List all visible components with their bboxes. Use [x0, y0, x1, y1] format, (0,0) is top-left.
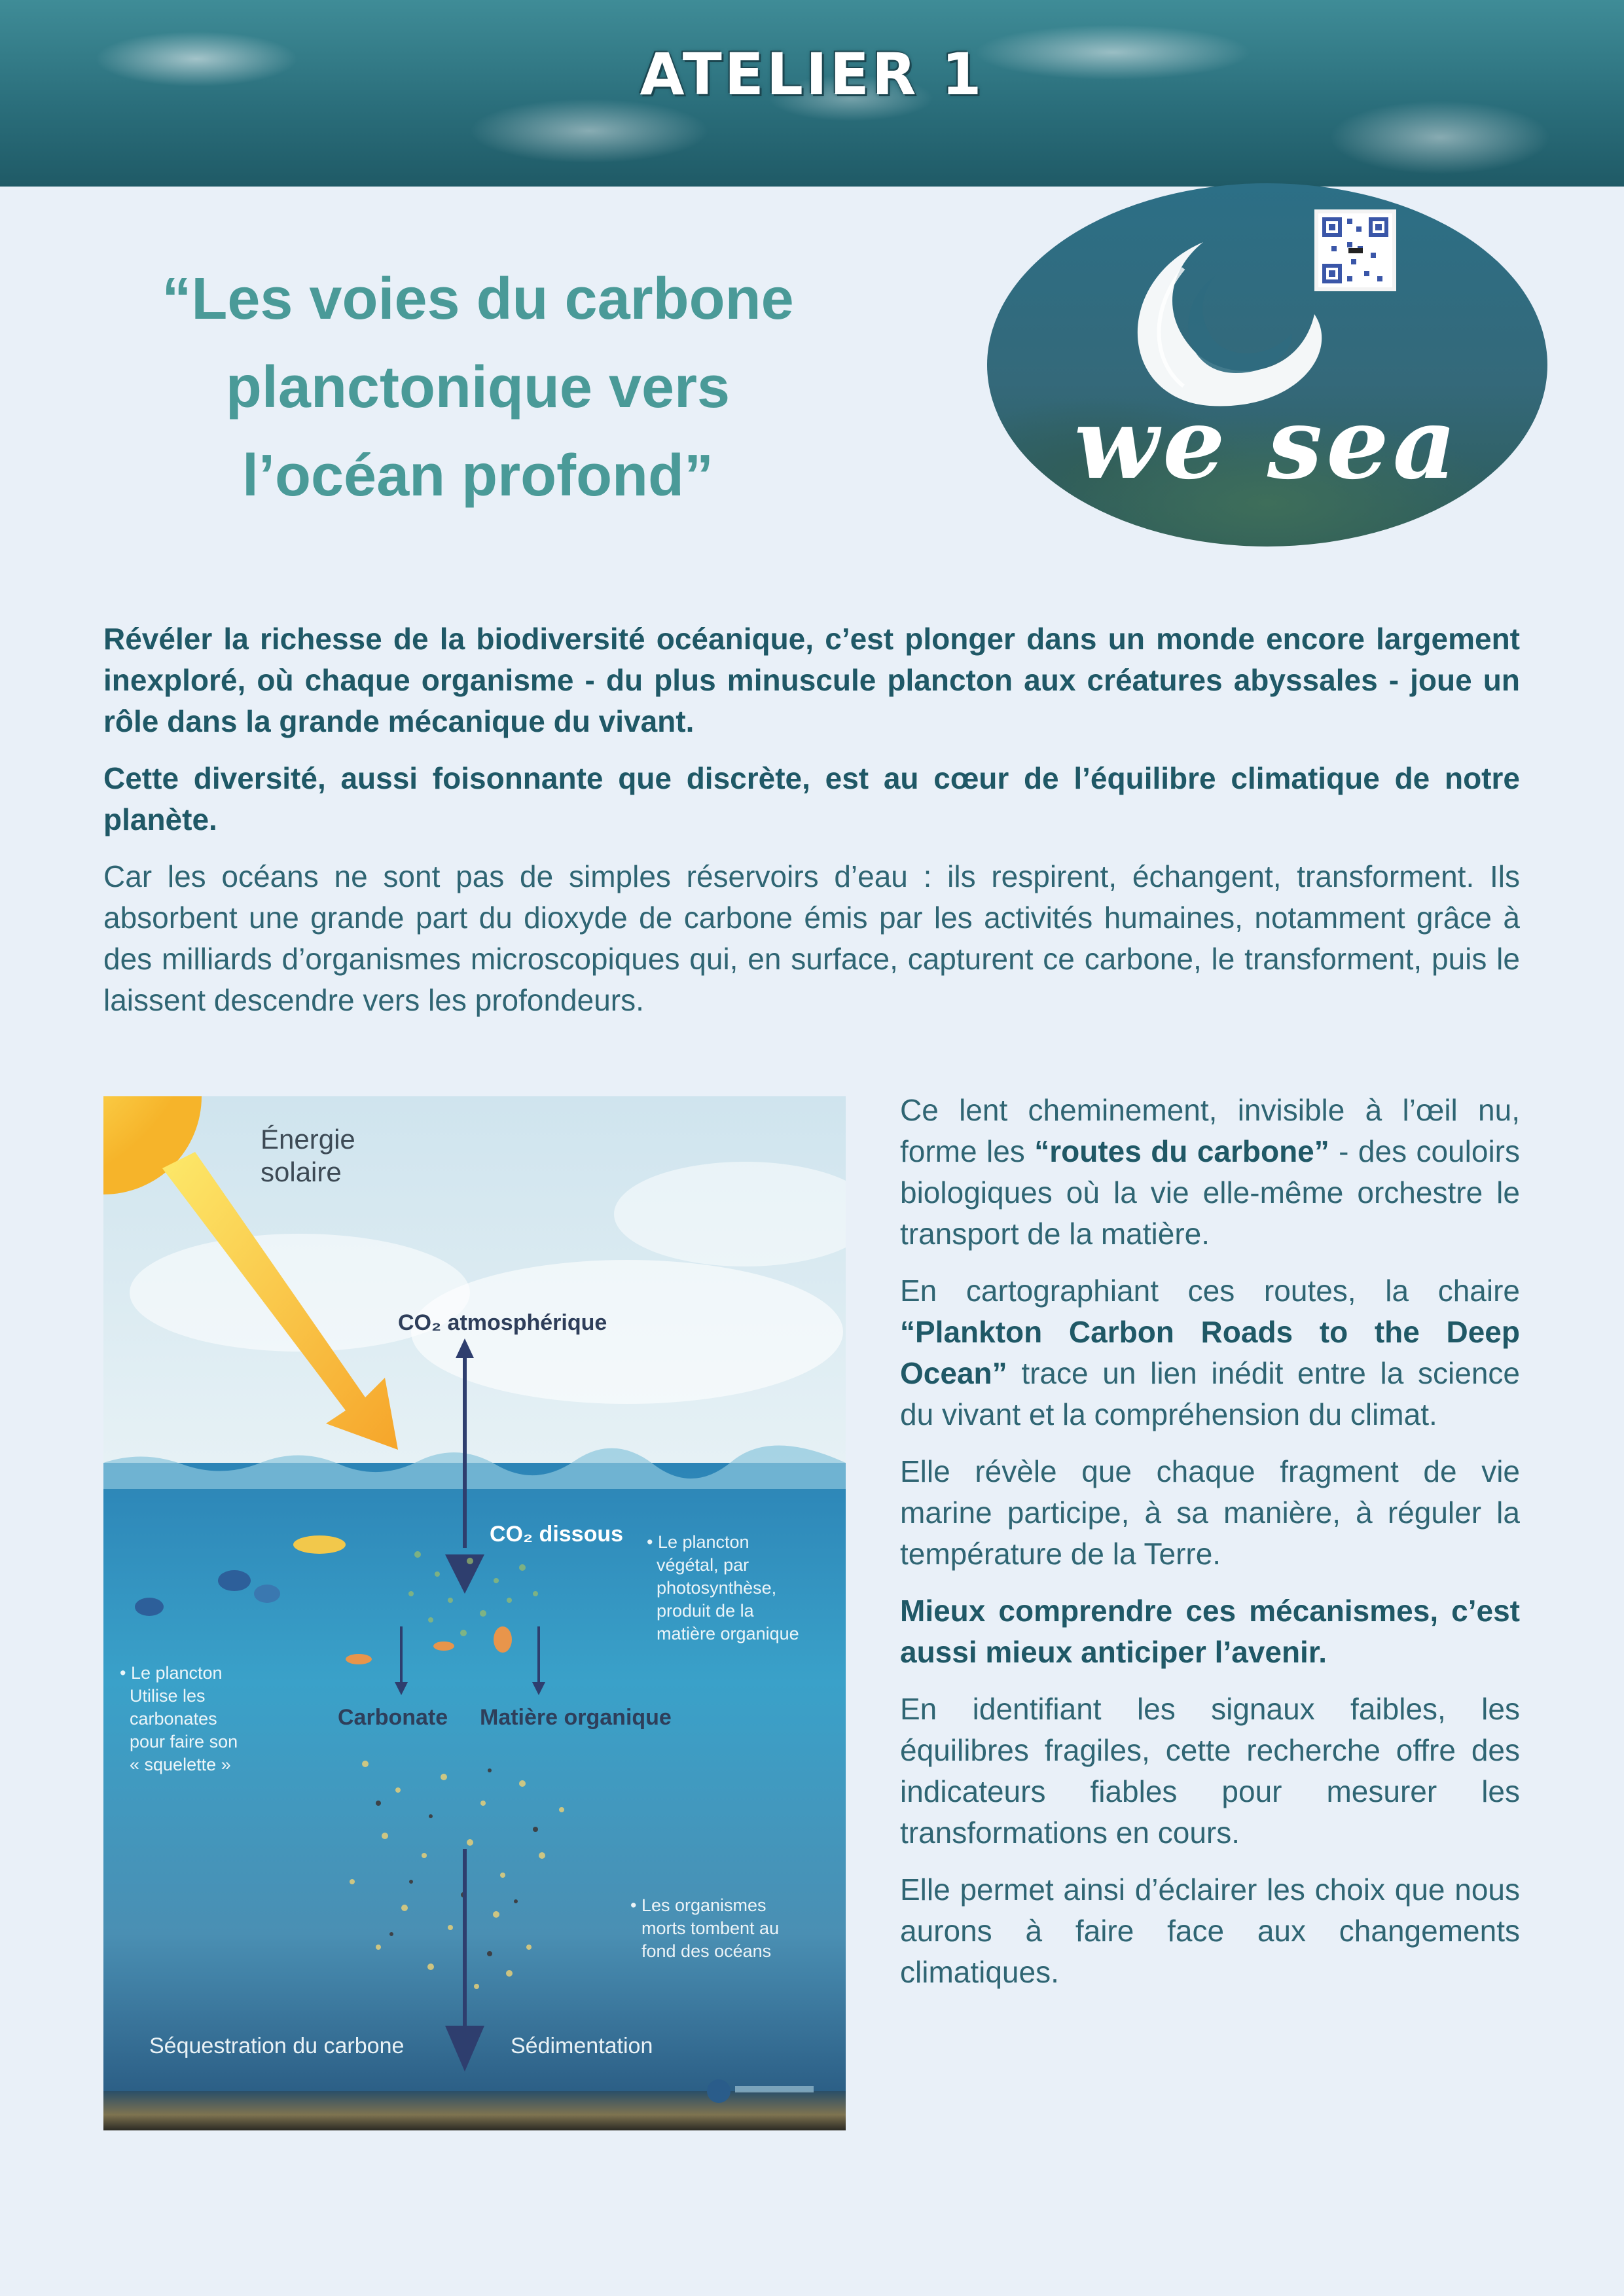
side-paragraph: En cartographiant ces routes, la chaire “Plankton Carbon Roads to the Deep Ocean” trace un lien inédit entre la science du vivant et la compréhension du climat.: [900, 1274, 1520, 1431]
header-banner: [0, 0, 1624, 187]
carbon-cycle-diagram: [103, 1096, 846, 2130]
fish-icon: [135, 1598, 164, 1616]
intro-paragraph: Car les océans ne sont pas de simples réservoirs d’eau : ils respirent, échangent, transforment. Ils absorbent une grande part du dioxyde de carbone émis par les activités humaines, notamment grâce à des milliards d’organismes microscopiques qui, en surface, capturent ce carbone, le transforment, puis le laissent descendre vers les profondeurs.: [103, 859, 1520, 1017]
svg-text:pour faire son: pour faire son: [130, 1732, 238, 1751]
svg-text:matière organique: matière organique: [657, 1624, 799, 1643]
co2-atmospheric-label: CO₂ atmosphérique: [398, 1310, 607, 1335]
svg-text:photosynthèse,: photosynthèse,: [657, 1578, 777, 1598]
energy-label: Énergie: [261, 1124, 355, 1155]
qr-code[interactable]: [1314, 209, 1396, 291]
intro-paragraph: Révéler la richesse de la biodiversité océanique, c’est plonger dans un monde encore largement inexploré, où chaque organisme - du plus minuscule plancton aux créatures abyssales - joue un rôle dans la grande mécanique du vivant.: [103, 622, 1520, 738]
document-title: [118, 255, 838, 520]
bold-phrase: “routes du carbone”: [1034, 1134, 1329, 1168]
svg-text:• Le plancton: • Le plancton: [120, 1663, 223, 1683]
side-text: [900, 1090, 1520, 2009]
bold-phrase: “Plankton Carbon Roads to the Deep Ocean”: [900, 1315, 1520, 1390]
svg-text:« squelette »: « squelette »: [130, 1755, 231, 1774]
svg-text:végétal, par: végétal, par: [657, 1555, 749, 1575]
side-paragraph: En identifiant les signaux faibles, les équilibres fragiles, cette recherche offre des indicateurs fiables pour mesurer les transformations en cours.: [900, 1692, 1520, 1850]
intro-section: [103, 619, 1520, 1037]
dead-organisms-note: [630, 1895, 779, 1961]
title-line: “Les voies du carbone: [162, 266, 794, 332]
co2-dissolved-label: CO₂ dissous: [490, 1522, 624, 1547]
fish-icon: [254, 1585, 280, 1603]
we-sea-logo: [987, 183, 1547, 547]
carbonate-label: Carbonate: [338, 1705, 448, 1730]
title-line: l’océan profond”: [242, 443, 713, 509]
side-paragraph: Elle révèle que chaque fragment de vie marine participe, à sa manière, à réguler la température de la Terre.: [900, 1454, 1520, 1571]
sequestration-label: Séquestration du carbone: [149, 2034, 405, 2058]
svg-text:• Les organismes: • Les organismes: [630, 1895, 767, 1915]
svg-text:produit de la: produit de la: [657, 1601, 754, 1621]
intro-paragraph: Cette diversité, aussi foisonnante que discrète, est au cœur de l’équilibre climatique de notre planète.: [103, 761, 1520, 836]
side-paragraph: Ce lent cheminement, invisible à l’œil nu, forme les “routes du carbone” - des couloirs biologiques où la vie elle-même orchestre le transport de la matière.: [900, 1093, 1520, 1251]
workshop-title: ATELIER 1: [640, 41, 984, 108]
svg-text:morts tombent au: morts tombent au: [641, 1918, 780, 1938]
organic-matter-label: Matière organique: [480, 1705, 672, 1730]
svg-text:carbonates: carbonates: [130, 1709, 217, 1729]
fish-icon: [293, 1535, 346, 1554]
globe-icon: [707, 2079, 731, 2103]
svg-text:Utilise les: Utilise les: [130, 1686, 206, 1706]
fish-icon: [218, 1570, 251, 1591]
energy-label: solaire: [261, 1157, 342, 1187]
side-paragraph: Mieux comprendre ces mécanismes, c’est aussi mieux anticiper l’avenir.: [900, 1594, 1520, 1669]
svg-text:• Le plancton: • Le plancton: [647, 1532, 749, 1552]
svg-text:fond des océans: fond des océans: [641, 1941, 772, 1961]
side-paragraph: Elle permet ainsi d’éclairer les choix que nous aurons à faire face aux changements climatiques.: [900, 1873, 1520, 1989]
logo-text: we sea: [1074, 386, 1460, 501]
sedimentation-label: Sédimentation: [511, 2034, 653, 2058]
title-line: planctonique vers: [225, 355, 731, 420]
